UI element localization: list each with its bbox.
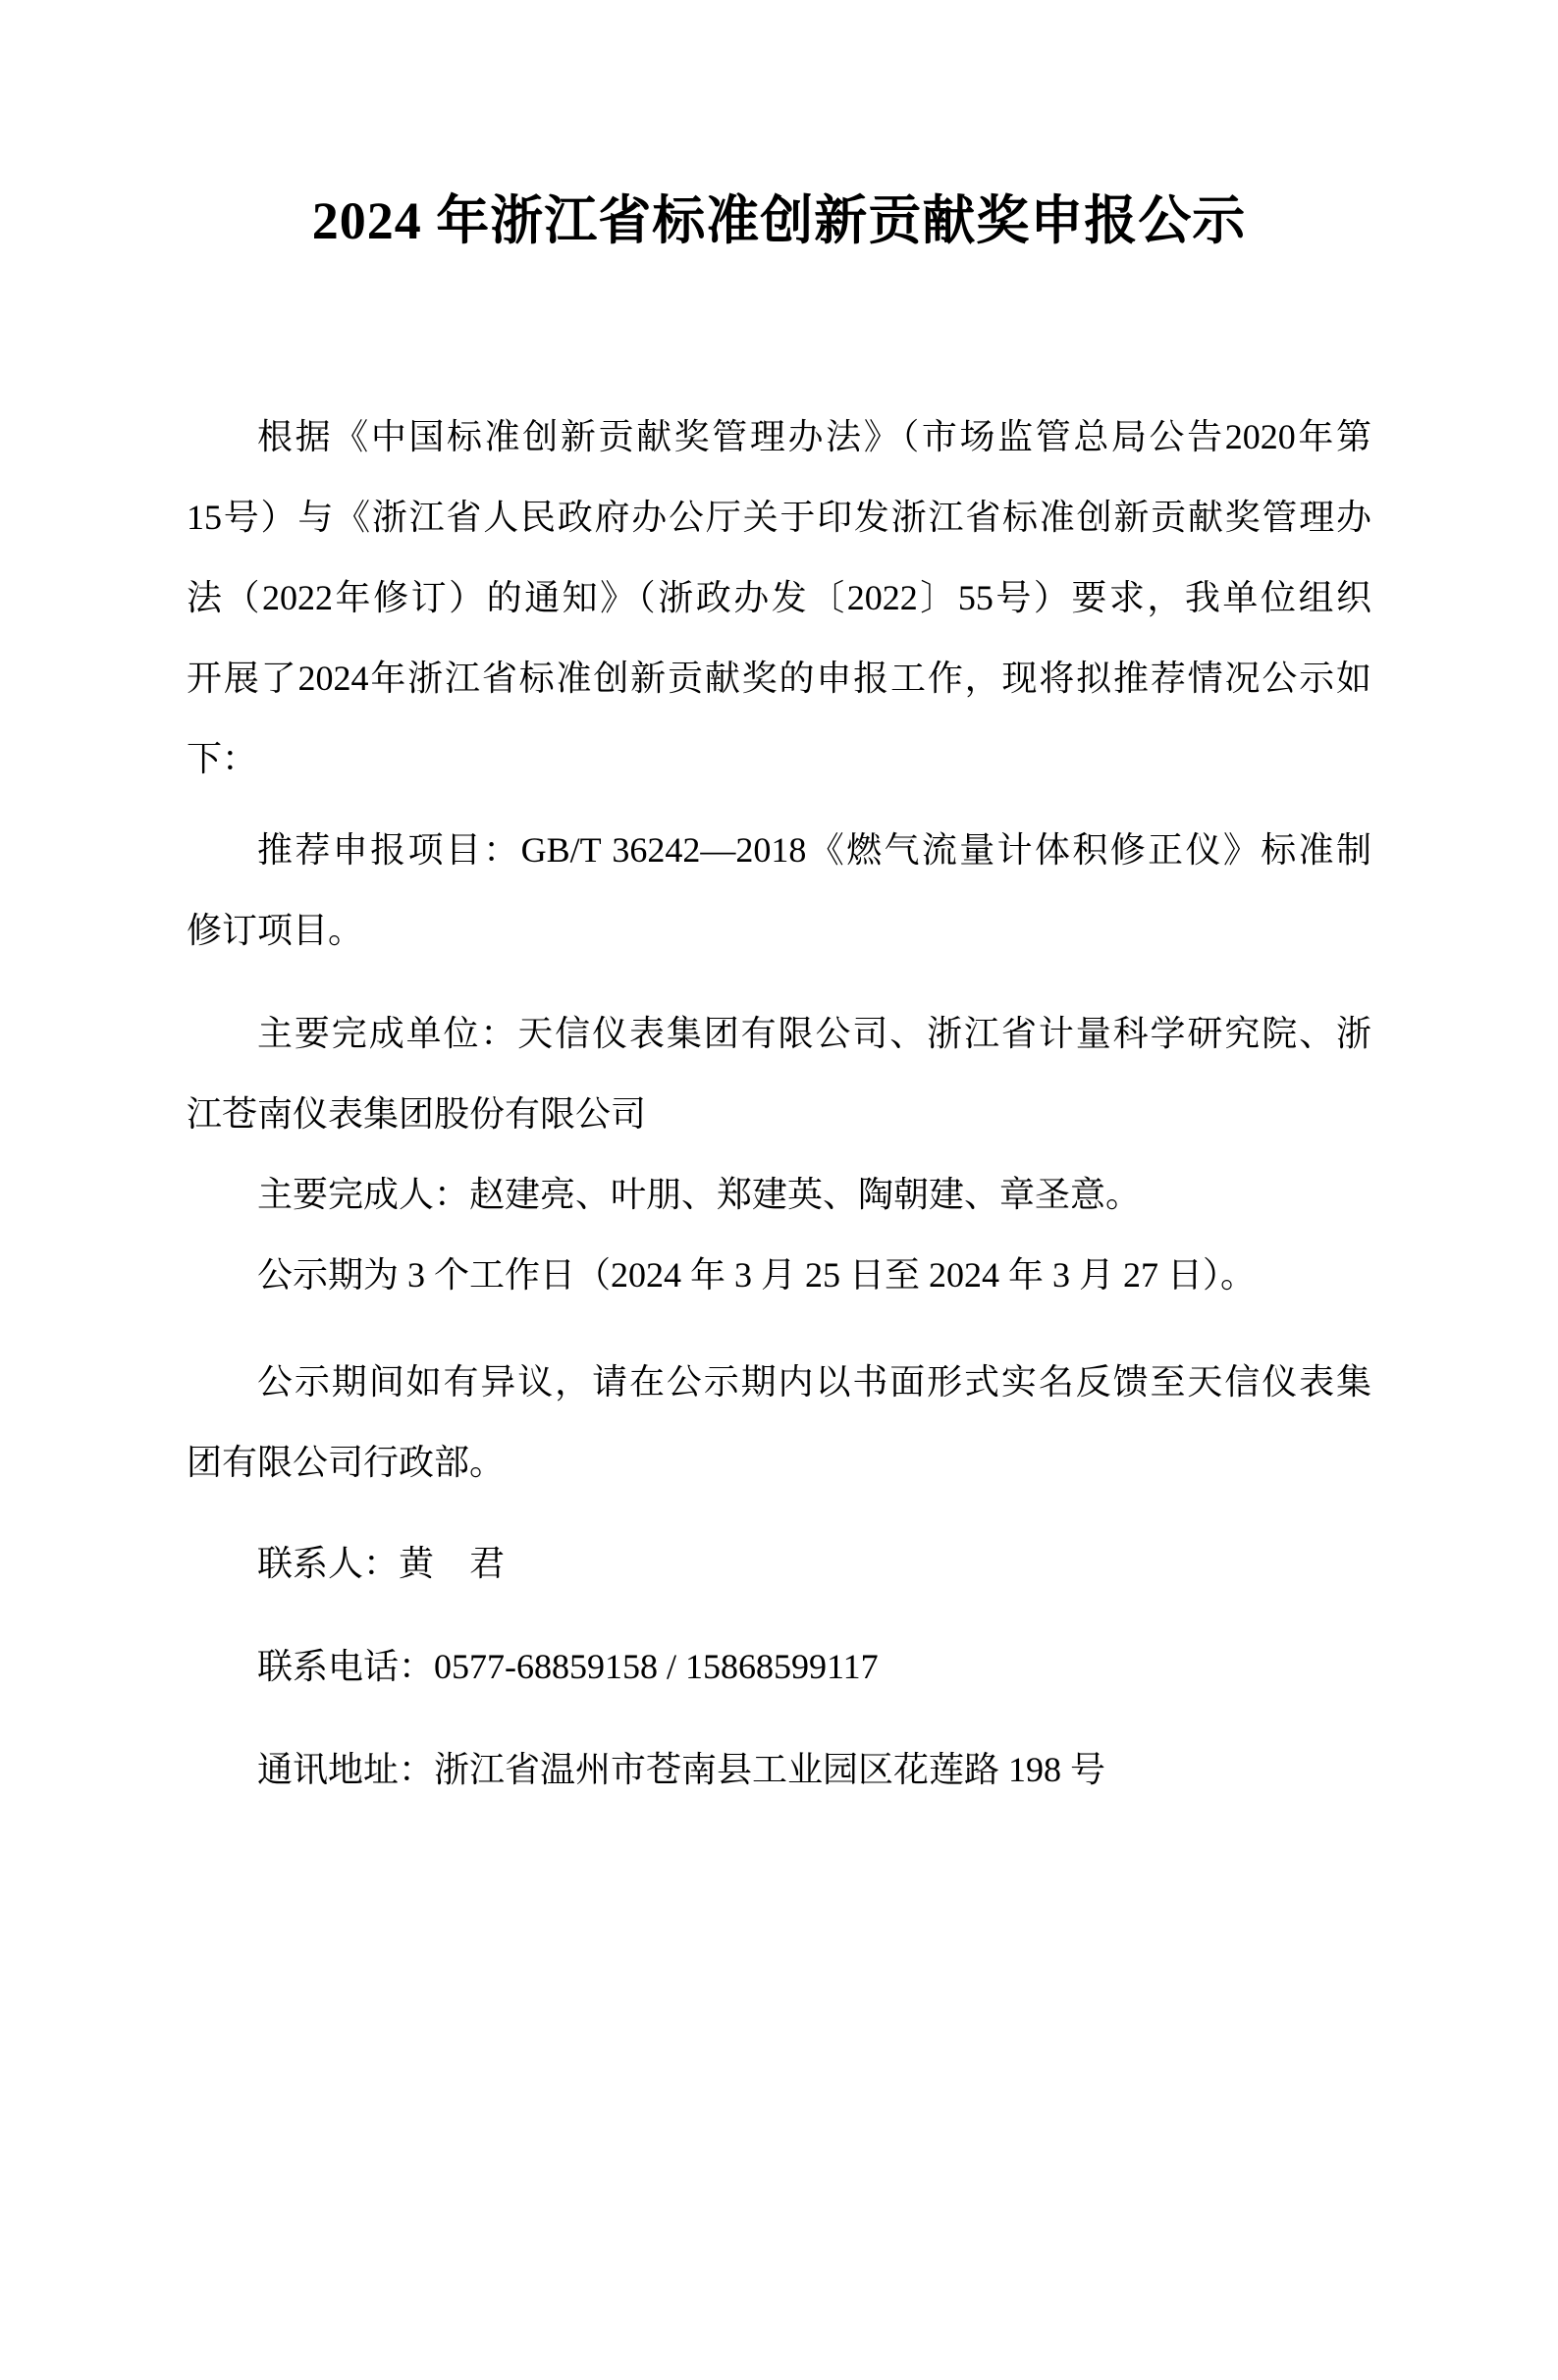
paragraph-contact-phone bbox=[187, 1626, 1371, 1707]
text-line: 修订项目。 bbox=[187, 911, 364, 950]
text-line: 江苍南仪表集团股份有限公司 bbox=[187, 1094, 647, 1134]
paragraph-main-organizations bbox=[187, 993, 1371, 1154]
text-line: 主要完成人：赵建亮、叶朋、郑建英、陶朝建、章圣意。 bbox=[257, 1175, 1142, 1214]
document-title: 2024 年浙江省标准创新贡献奖申报公示 bbox=[311, 191, 1247, 250]
text-line: 联系人：黄 君 bbox=[257, 1544, 506, 1583]
text-line: 公示期间如有异议，请在公示期内以书面形式实名反馈至天信仪表集 bbox=[257, 1362, 1371, 1402]
paragraph-mailing-address bbox=[187, 1729, 1371, 1810]
text-line: 开展了2024年浙江省标准创新贡献奖的申报工作，现将拟推荐情况公示如 bbox=[187, 659, 1371, 698]
paragraph-objection-notice bbox=[187, 1342, 1371, 1503]
paragraph-publicity-period bbox=[187, 1235, 1371, 1315]
paragraph-recommended-project bbox=[187, 810, 1371, 971]
document-page bbox=[0, 177, 1558, 2380]
text-line: 法（2022年修订）的通知》（浙政办发〔2022〕55号）要求，我单位组织 bbox=[187, 578, 1371, 617]
text-line: 根据《中国标准创新贡献奖管理办法》（市场监管总局公告2020年第 bbox=[257, 417, 1371, 456]
text-line: 联系电话：0577-68859158 / 15868599117 bbox=[257, 1647, 879, 1686]
document-body bbox=[187, 397, 1371, 1810]
text-line: 主要完成单位：天信仪表集团有限公司、浙江省计量科学研究院、浙 bbox=[257, 1014, 1371, 1053]
text-line: 推荐申报项目：GB/T 36242—2018《燃气流量计体积修正仪》标准制 bbox=[257, 830, 1371, 870]
text-line: 下： bbox=[187, 739, 258, 778]
text-line: 公示期为 3 个工作日（2024 年 3 月 25 日至 2024 年 3 月 27 日）。 bbox=[257, 1255, 1257, 1295]
paragraph-main-contributors bbox=[187, 1154, 1371, 1235]
text-line: 15号）与《浙江省人民政府办公厅关于印发浙江省标准创新贡献奖管理办 bbox=[187, 498, 1371, 537]
text-line: 通讯地址：浙江省温州市苍南县工业园区花莲路 198 号 bbox=[257, 1750, 1106, 1789]
text-line: 团有限公司行政部。 bbox=[187, 1443, 506, 1482]
paragraph-basis bbox=[187, 397, 1371, 799]
paragraph-contact-person bbox=[187, 1523, 1371, 1604]
